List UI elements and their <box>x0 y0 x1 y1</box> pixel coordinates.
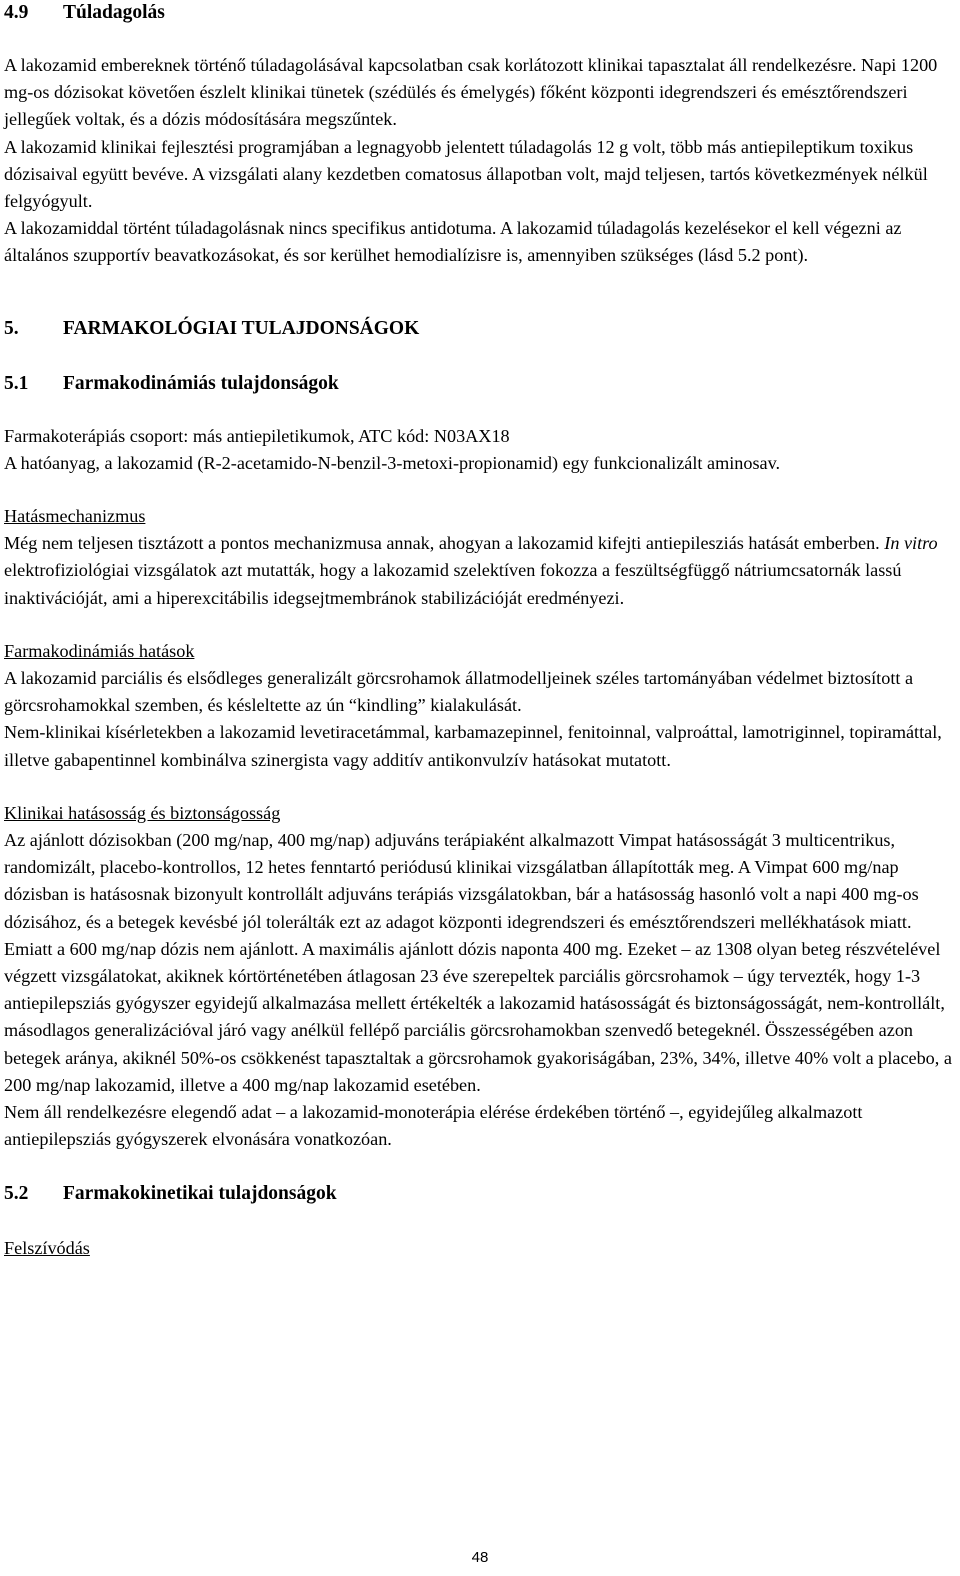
section-heading-4-9 <box>4 0 956 26</box>
section-title: Farmakokinetikai tulajdonságok <box>63 1182 337 1204</box>
document-page <box>4 0 956 1262</box>
section-heading-5 <box>4 316 956 342</box>
section-number: 5.1 <box>4 372 29 394</box>
subheading-clinical-efficacy: Klinikai hatásosság és biztonságosság <box>4 802 281 823</box>
italic-text: In vitro <box>884 533 938 554</box>
section-heading-5-1 <box>4 371 956 397</box>
section-number: 4.9 <box>4 2 29 23</box>
subheading-pharmacodynamic-effects: Farmakodinámiás hatások <box>4 640 195 661</box>
text-run: elektrofiziológiai vizsgálatok azt mutatták, hogy a lakozamid szelektíven fokozza a feszültségfüggő nátriumcsatornák lassú inaktivációját, ami a hiperexcitábilis idegsejtmembránok stabilizációját eredményezi. <box>4 560 902 608</box>
paragraph: A lakozamid klinikai fejlesztési programjában a legnagyobb jelentett túladagolás 12 g volt, több más antiepileptikum toxikus dózisaival együtt bevéve. A vizsgálati alany kezdetben comatosus állapotban volt, majd teljesen, tartós következmények nélkül felgyógyult. <box>4 136 928 212</box>
section-title: Farmakodinámiás tulajdonságok <box>63 372 339 394</box>
section-number: 5.2 <box>4 1182 29 1204</box>
paragraph: Nem-klinikai kísérletekben a lakozamid levetiracetámmal, karbamazepinnel, fenitoinnal, valproáttal, lamotriginnel, topiramáttal, illetve gabapentinnel kombinálva szinergista vagy additív antikonvulzív hatásokat mutatott. <box>4 722 942 770</box>
paragraph: A lakozamid embereknek történő túladagolásával kapcsolatban csak korlátozott klinikai tapasztalat áll rendelkezésre. Napi 1200 mg-os dózisokat követően észlelt klinikai tünetek (szédülés és émelygés) főként központi idegrendszeri és emésztőrendszeri jellegűek voltak, és a dózis módosítására megszűntek. <box>4 55 938 130</box>
section-number: 5. <box>4 317 19 339</box>
subheading-mechanism: Hatásmechanizmus <box>4 506 146 527</box>
section-title: Túladagolás <box>63 2 165 23</box>
section-heading-5-2 <box>4 1181 956 1207</box>
section-title: FARMAKOLÓGIAI TULAJDONSÁGOK <box>63 317 420 339</box>
paragraph: Farmakoterápiás csoport: más antiepiletikumok, ATC kód: N03AX18 <box>4 425 510 446</box>
paragraph: A hatóanyag, a lakozamid (R-2-acetamido-N-benzil-3-metoxi-propionamid) egy funkcionalizált aminosav. <box>4 452 781 473</box>
text-run: Még nem teljesen tisztázott a pontos mechanizmusa annak, ahogyan a lakozamid kifejti antiepilesziás hatását emberben. <box>4 533 885 554</box>
paragraph: Az ajánlott dózisokban (200 mg/nap, 400 mg/nap) adjuváns terápiaként alkalmazott Vimpat hatásosságát 3 multicentrikus, randomizált, placebo-kontrollos, 12 hetes fenntartó periódusú klinikai vizsgálatban állapították meg. A Vimpat 600 mg/nap dózisban is hatásosnak bizonyult kontrollált adjuváns terápiás vizsgálatokban, bár a hatásosság hasonló volt a napi 400 mg-os dózisához, és a betegek kevésbé jól tolerálták ezt az adagot központi idegrendszeri és emésztőrendszeri mellékhatások miatt. Emiatt a 600 mg/nap dózis nem ajánlott. A maximális ajánlott dózis naponta 400 mg. Ezeket – az 1308 olyan beteg részvételével végzett vizsgálatokat, akiknek kórtörténetében átlagosan 23 éve szerepeltek parciális görcsrohamok – úgy tervezték, hogy 1-3 antiepilepsziás gyógyszer egyidejű alkalmazása mellett értékelték a lakozamid hatásosságát és biztonságosságát, nem-kontrollált, másodlagos generalizációval járó vagy anélkül fellépő parciális görcsrohamokban szenvedő betegeknél. Összességében azon betegek aránya, akiknél 50%-os csökkenést tapasztaltak a görcsrohamok gyakoriságában, 23%, 34%, illetve 40% volt a placebo, a 200 mg/nap lakozamid, illetve a 400 mg/nap lakozamid esetében. <box>4 830 952 1095</box>
paragraph-mechanism <box>4 530 956 612</box>
subheading-absorption: Felszívódás <box>4 1237 90 1258</box>
paragraph: A lakozamid parciális és elsődleges generalizált görcsrohamok állatmodelljeinek széles tartományában védelmet biztosított a görcsrohamokkal szemben, és késleltette az ún “kindling” kialakulását. <box>4 668 914 716</box>
paragraph: Nem áll rendelkezésre elegendő adat – a lakozamid-monoterápia elérése érdekében történő –, egyidejűleg alkalmazott antiepilepsziás gyógyszerek elvonására vonatkozóan. <box>4 1102 863 1150</box>
page-number: 48 <box>471 1549 489 1566</box>
paragraph: A lakozamiddal történt túladagolásnak nincs specifikus antidotuma. A lakozamid túladagolás kezelésekor el kell végezni az általános szupportív beavatkozásokat, és sor kerülhet hemodialízisre is, amennyiben szükséges (lásd 5.2 pont). <box>4 218 902 266</box>
